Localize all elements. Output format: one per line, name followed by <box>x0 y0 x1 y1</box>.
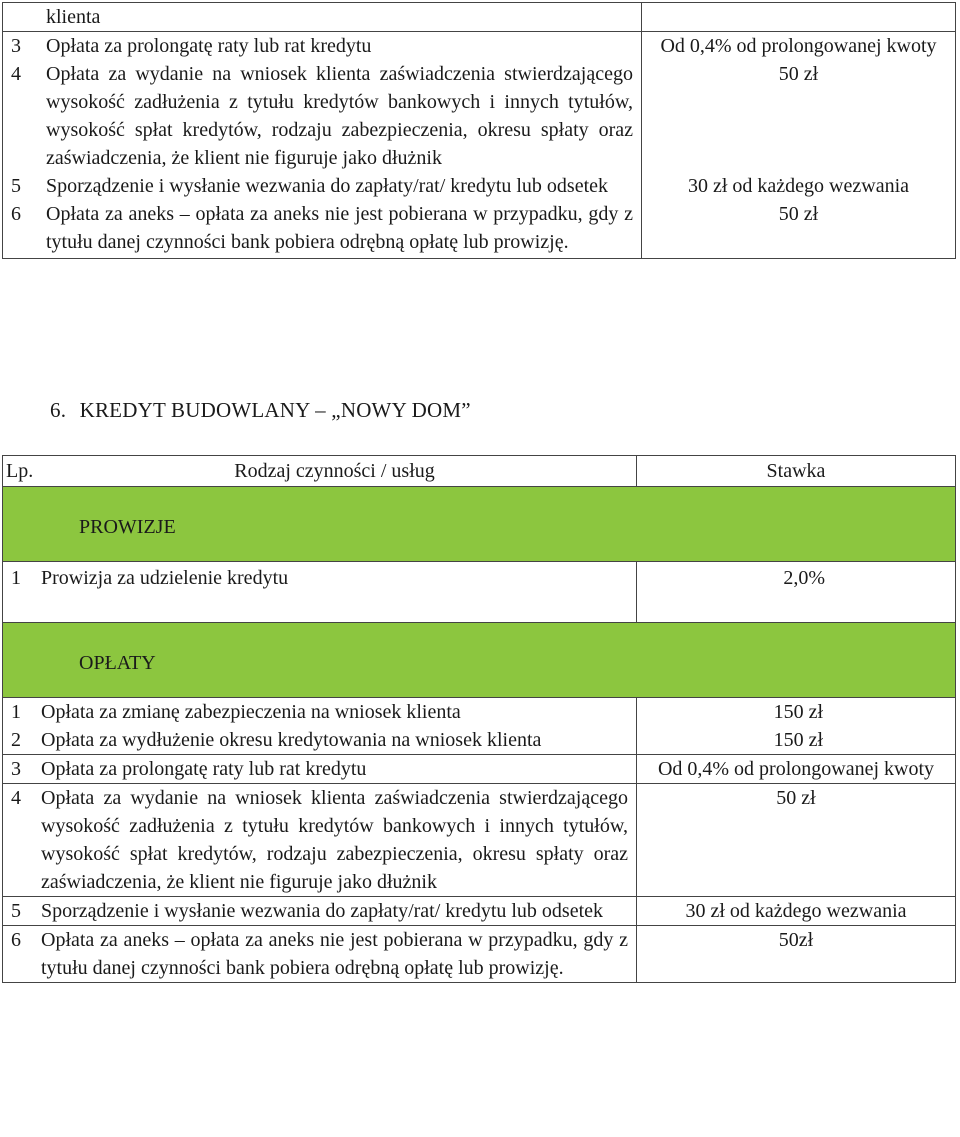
row-number: 3 <box>3 755 34 784</box>
row-number: 4 <box>3 784 34 897</box>
row-rate: 50 zł <box>637 784 956 897</box>
table-header-row <box>3 456 956 487</box>
table-row <box>3 3 956 32</box>
row-rate: 50 zł <box>642 200 956 259</box>
header-description: Rodzaj czynności / usług <box>33 456 637 487</box>
table-row <box>3 200 956 259</box>
row-number: 1 <box>3 562 34 623</box>
row-number: 5 <box>3 172 39 200</box>
header-lp: Lp. <box>3 456 34 487</box>
section-label-oplaty: OPŁATY <box>3 623 956 698</box>
section-heading <box>50 398 471 423</box>
row-number: 2 <box>3 726 34 755</box>
table-row <box>3 562 956 623</box>
row-rate: 30 zł od każdego wezwania <box>637 897 956 926</box>
row-rate: 50zł <box>637 926 956 983</box>
row-description: Opłata za zmianę zabezpieczenia na wniosek klienta <box>33 698 637 727</box>
row-description: Opłata za aneks – opłata za aneks nie jest pobierana w przypadku, gdy z tytułu danej czynności bank pobiera odrębną opłatę lub prowizję. <box>38 200 642 259</box>
row-number: 1 <box>3 698 34 727</box>
row-rate: Od 0,4% od prolongowanej kwoty <box>642 32 956 61</box>
row-description: Opłata za prolongatę raty lub rat kredytu <box>38 32 642 61</box>
row-rate: 150 zł <box>637 698 956 727</box>
section-row-oplaty <box>3 623 956 698</box>
row-description: Opłata za wydanie na wniosek klienta zaświadczenia stwierdzającego wysokość zadłużenia z tytułu kredytów bankowych i innych tytułów, wysokość spłat kredytów, rodzaju zabezpieczenia, okresu spłaty oraz zaświadczenia, że klient nie figuruje jako dłużnik <box>33 784 637 897</box>
table-row <box>3 897 956 926</box>
row-description: Sporządzenie i wysłanie wezwania do zapłaty/rat/ kredytu lub odsetek <box>38 172 642 200</box>
section-title: KREDYT BUDOWLANY – „NOWY DOM” <box>79 398 471 422</box>
row-description: Opłata za wydłużenie okresu kredytowania na wniosek klienta <box>33 726 637 755</box>
row-description: klienta <box>38 3 642 32</box>
row-rate: 2,0% <box>637 562 956 623</box>
row-description: Opłata za prolongatę raty lub rat kredytu <box>33 755 637 784</box>
table-row <box>3 726 956 755</box>
table-row <box>3 60 956 172</box>
table-row <box>3 926 956 983</box>
row-number: 6 <box>3 926 34 983</box>
fees-table-nowy-dom <box>2 455 956 983</box>
fees-table-continued <box>2 2 956 259</box>
section-label-prowizje: PROWIZJE <box>3 487 956 562</box>
table-row <box>3 784 956 897</box>
table-row <box>3 172 956 200</box>
row-rate: Od 0,4% od prolongowanej kwoty <box>637 755 956 784</box>
row-number: 3 <box>3 32 39 61</box>
table-row <box>3 755 956 784</box>
section-number: 6. <box>50 398 67 422</box>
row-description: Sporządzenie i wysłanie wezwania do zapłaty/rat/ kredytu lub odsetek <box>33 897 637 926</box>
row-number: 6 <box>3 200 39 259</box>
row-description: Opłata za wydanie na wniosek klienta zaświadczenia stwierdzającego wysokość zadłużenia z tytułu kredytów bankowych i innych tytułów, wysokość spłat kredytów, rodzaju zabezpieczenia, okresu spłaty oraz zaświadczenia, że klient nie figuruje jako dłużnik <box>38 60 642 172</box>
row-number: 4 <box>3 60 39 172</box>
table-row <box>3 32 956 61</box>
row-rate: 150 zł <box>637 726 956 755</box>
row-number <box>3 3 39 32</box>
row-rate: 50 zł <box>642 60 956 172</box>
row-number: 5 <box>3 897 34 926</box>
row-rate <box>642 3 956 32</box>
row-description: Prowizja za udzielenie kredytu <box>33 562 637 623</box>
table-row <box>3 698 956 727</box>
section-row-prowizje <box>3 487 956 562</box>
header-rate: Stawka <box>637 456 956 487</box>
row-description: Opłata za aneks – opłata za aneks nie jest pobierana w przypadku, gdy z tytułu danej czynności bank pobiera odrębną opłatę lub prowizję. <box>33 926 637 983</box>
row-rate: 30 zł od każdego wezwania <box>642 172 956 200</box>
